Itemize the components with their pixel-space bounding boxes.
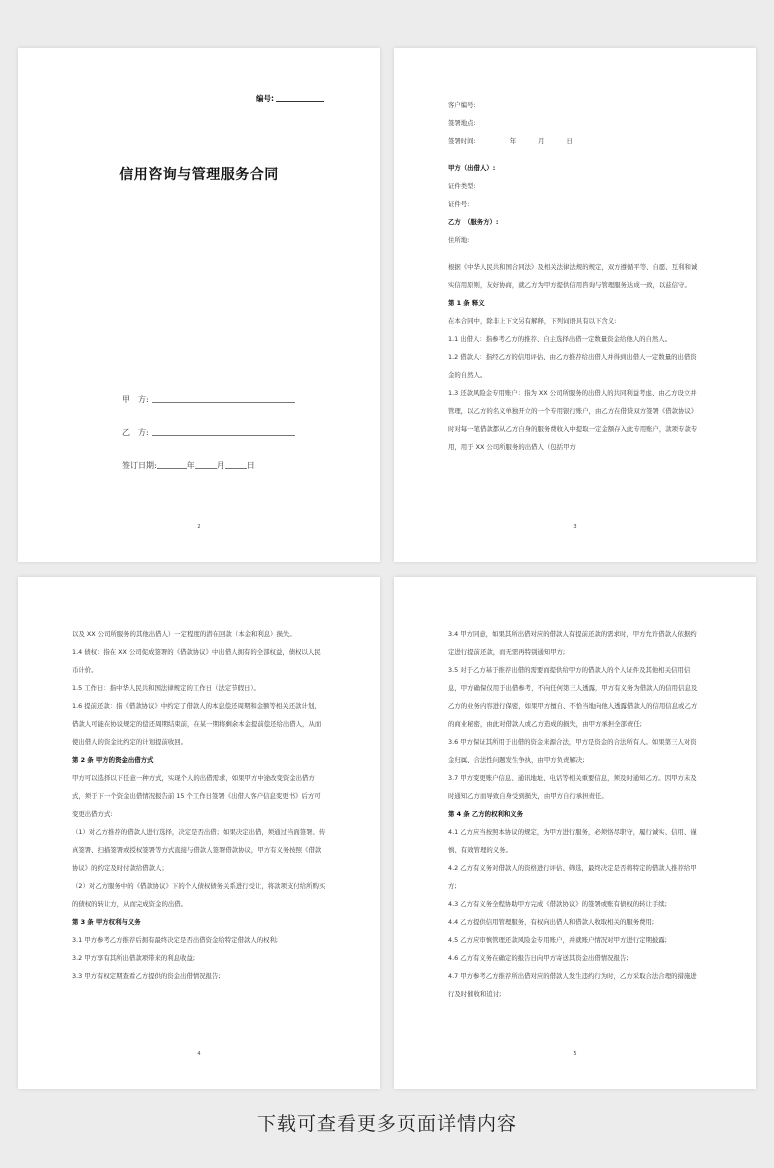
- party-a-blank: [152, 402, 295, 403]
- address-line: 住所地:: [448, 236, 470, 244]
- page-3-paragraphs: [72, 625, 326, 985]
- id-number-line: 证件号:: [448, 200, 470, 208]
- contract-cover-page: [18, 48, 380, 562]
- contract-paragraph: 3.4 甲方同意，如果其所出借对应的借款人有提前还款的需求时，甲方允许借款人依据约定进行提前还款，而无需再特别通知甲方;: [448, 630, 697, 656]
- sign-time-month: 月: [538, 137, 545, 145]
- page-number: 5: [573, 1051, 577, 1057]
- party-b-signature-line: [122, 427, 295, 438]
- sign-date-line: [122, 460, 255, 471]
- contract-paragraph: 4.4 乙方提供信用管理服务，有权向出借人和借款人收取相关的服务费用;: [448, 918, 655, 926]
- contract-paragraph: （1）对乙方推荐的借款人进行选择，决定是否出借；如果决定出借，须通过当面签署、传真签署、扫描签署或授权签署等方式直接与借款人签署借款协议，甲方有义务按照《借款协议》的约定及时付款给借款人；: [72, 828, 326, 872]
- party-b-label: 乙 方:: [122, 428, 149, 437]
- contract-page-3: [18, 577, 380, 1089]
- contract-paragraph: 1.6 提前还款：指《借款协议》中约定了借款人的本息偿还周期和金额等相关还款计划，借款人可能在协议规定的偿还周期结束前，在某一期将剩余本金提前偿还给出借人，从而使出借人的资金比约定的计划提前收回。: [72, 702, 322, 746]
- sign-year-blank: [157, 468, 187, 469]
- contract-number-field: [256, 93, 324, 104]
- section-heading: 第 1 条 释义: [448, 299, 485, 307]
- contract-paragraph: 3.6 甲方保证其所用于出借的资金来源合法，甲方是资金的合法所有人。如果第三人对资金归属、合法性问题发生争执，由甲方负责解决;: [448, 738, 697, 764]
- party-b-blank: [152, 435, 295, 436]
- contract-paragraph: 4.7 甲方参考乙方推荐所出借对应的借款人发生违约行为时，乙方采取合法合理的措施进行及时催收和追讨;: [448, 972, 697, 998]
- contract-paragraph: 1.4 债权：指在 XX 公司促成签署的《借款协议》中出借人拥有的全部权益，债权以人民币计价。: [72, 648, 321, 674]
- contract-paragraph: 3.5 对于乙方基于推荐出借的需要而提供给甲方的借款人的个人证件及其他相关信用信息，甲方确保仅用于出借参考，不向任何第三人透露，甲方有义务为借款人的信用信息及乙方的业务内容进行保密，如果甲方擅自、不恰当地向他人透露借款人的信用信息或乙方的商业秘密，由此对借款人或乙方造成的损失，由甲方承担全部责任;: [448, 666, 698, 728]
- id-type-line: 证件类型:: [448, 182, 476, 190]
- contract-paragraph: 4.2 乙方有义务对借款人的资格进行评估、筛选，最终决定是否将特定的借款人推荐给甲方;: [448, 864, 697, 890]
- section-heading: 第 2 条 甲方的资金出借方式: [72, 756, 154, 764]
- section-heading: 第 3 条 甲方权利与义务: [72, 918, 141, 926]
- page-number: 3: [573, 524, 577, 530]
- client-number-line: 客户编号:: [448, 101, 476, 109]
- contract-paragraph: 1.5 工作日：指中华人民共和国法律规定的工作日（法定节假日）。: [72, 684, 260, 692]
- party-b-heading: 乙方 （服务方）:: [448, 218, 499, 226]
- page-3-text: [72, 625, 326, 985]
- contract-paragraph: 在本合同中，除非上下文另有解释，下列词语具有以下含义:: [448, 317, 617, 325]
- contract-paragraph: 3.1 甲方参考乙方推荐后拥有最终决定是否出借资金给特定借款人的权利;: [72, 936, 279, 944]
- section-heading: 第 4 条 乙方的权利和义务: [448, 810, 524, 818]
- sign-place-line: 签署地点:: [448, 119, 476, 127]
- contract-paragraph: 4.6 乙方有义务在确定的报告日向甲方寄送其资金出借情况报告;: [448, 954, 629, 962]
- contract-paragraph: 4.3 乙方有义务全程协助甲方完成《借款协议》的签署或账有债权的转让手续;: [448, 900, 667, 908]
- sign-time-year: 年: [509, 137, 517, 145]
- sign-year-label: 年: [186, 461, 195, 470]
- contract-paragraph: （2）对乙方服务中的《借款协议》下的个人债权债务关系进行受让，将款项支付给所购买的债权的转让方，从而完成资金的出借。: [72, 882, 326, 908]
- sign-date-label: 签订日期:: [122, 461, 157, 470]
- contract-number-label: 编号:: [256, 94, 274, 103]
- party-a-signature-line: [122, 394, 295, 405]
- contract-title: 信用咨询与管理服务合同: [119, 167, 279, 183]
- party-a-heading: 甲方（出借人）:: [448, 164, 496, 172]
- page-number: 4: [197, 1051, 201, 1057]
- contract-number-blank: [276, 101, 324, 102]
- sign-month-blank: [195, 468, 217, 469]
- sign-month-label: 月: [216, 461, 225, 470]
- contract-paragraph: 3.2 甲方享有其所出借款项带来的利息收益;: [72, 954, 195, 962]
- contract-paragraph: 1.2 借款人：指经乙方的信用评估、由乙方推荐给出借人并得到出借人一定数量的出借资金的自然人。: [448, 353, 697, 379]
- contract-paragraph: 3.3 甲方有权定期查看乙方提供的资金出借情况报告;: [72, 972, 221, 980]
- page-4-paragraphs: [448, 625, 702, 1003]
- party-a-label: 甲 方:: [122, 395, 149, 404]
- page-2-paragraphs: [448, 258, 702, 456]
- contract-page-2: [394, 48, 756, 562]
- sign-time-day: 日: [566, 137, 573, 145]
- contract-paragraph: 4.1 乙方应当按照本协议的规定，为甲方进行服务，必须恪尽职守，履行诚实、信用、谨慎、有效管理的义务。: [448, 828, 697, 854]
- sign-time-line: [448, 132, 702, 150]
- contract-paragraph: 甲方可以选择以下任意一种方式，实现个人的出借需求，如果甲方中途改变资金出借方式，须于下一个资金出借情况报告前 15 个工作日签署《出借人客户信息变更书》后方可变更出借方式:: [72, 774, 321, 818]
- contract-paragraph: 4.5 乙方应审慎管理还款风险金专用账户，并就账户情况对甲方进行定期披露;: [448, 936, 667, 944]
- page-4-text: [448, 625, 702, 1003]
- contract-page-4: [394, 577, 756, 1089]
- page-number: 2: [197, 524, 201, 530]
- sign-day-blank: [225, 468, 247, 469]
- page-2-text: [448, 96, 702, 456]
- contract-paragraph: 1.3 还款风险金专用账户：指为 XX 公司所服务的出借人的共同利益考虑、由乙方设立并管理，以乙方的名义单独开立的一个专用银行账户，由乙方在借贷双方签署《借款协议》时对每一笔借款都从乙方自身的服务费收入中提取一定金额存入此专用账户，款项专款专用，用于 XX 公司所服务的出借人（包括甲方: [448, 389, 698, 451]
- sign-time-label: 签署时间:: [448, 137, 476, 145]
- contract-paragraph: 3.7 甲方变更账户信息、通讯地址、电话等相关重要信息，须及时通知乙方。因甲方未及时通知乙方而导致自身受到损失，由甲方自行承担责任。: [448, 774, 697, 800]
- contract-paragraph: 以及 XX 公司所服务的其他出借人）一定程度的潜在回款（本金和利息）损失。: [72, 630, 296, 638]
- contract-paragraph: 1.1 出借人：指参考乙方的推荐、自主选择出借一定数量资金给他人的自然人。: [448, 335, 672, 343]
- contract-paragraph: 根据《中华人民共和国合同法》及相关法律法规的规定，双方遵循平等、自愿、互利和诚实信用原则，友好协商，就乙方为甲方提供信用咨询与管理服务达成一致，以兹信守。: [448, 263, 698, 289]
- download-more-caption: 下载可查看更多页面详情内容: [256, 1113, 517, 1135]
- sign-day-label: 日: [246, 461, 255, 470]
